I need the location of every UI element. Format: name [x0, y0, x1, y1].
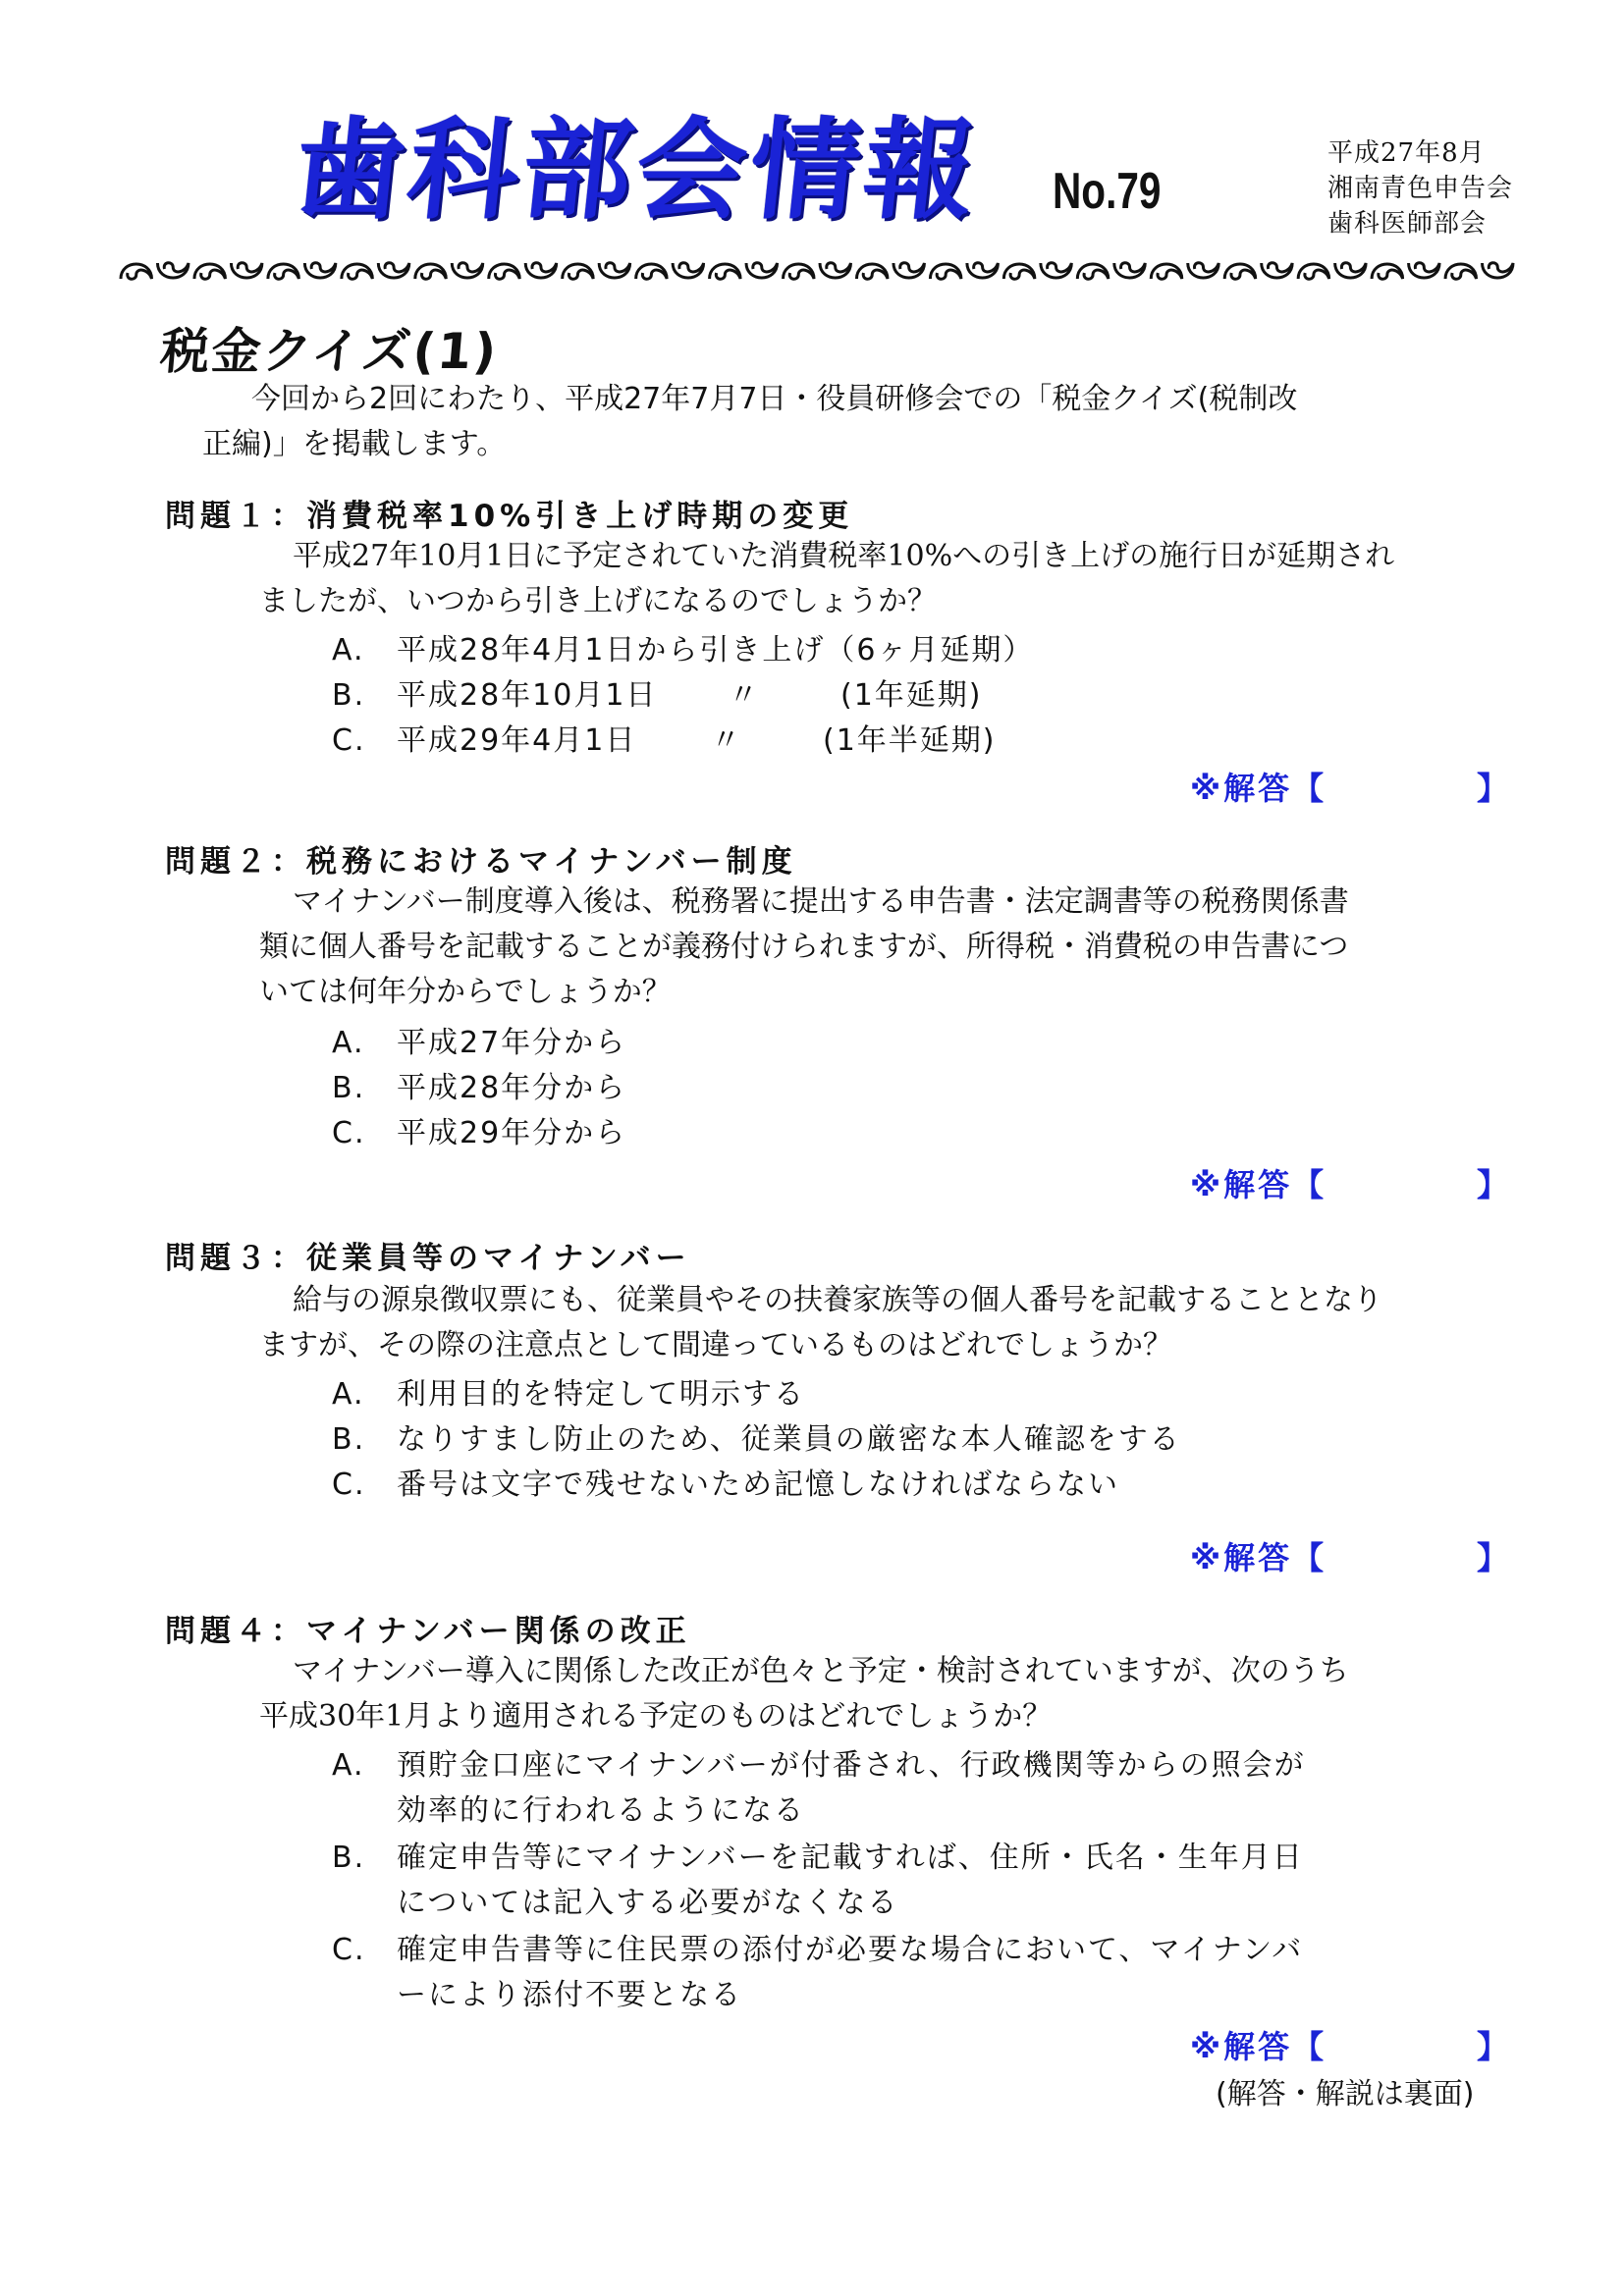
question-3-option-a: [332, 1372, 805, 1417]
option-key: C.: [332, 1468, 366, 1502]
question-1-option-c: [332, 719, 1039, 764]
answer-bracket: 】: [1477, 2028, 1512, 2065]
intro-text: [202, 377, 1508, 467]
option-text: なりすまし防止のため、従業員の厳密な本人確認をする: [397, 1422, 1181, 1457]
answer-bracket: 】: [1477, 1166, 1512, 1203]
option-text-cont: ーにより添付不要となる: [397, 1978, 742, 2012]
border-swirl: [231, 263, 261, 278]
answer-label: ※解答【: [1190, 1539, 1327, 1576]
answer-label: ※解答【: [1190, 2028, 1327, 2065]
newsletter-title: 歯科部会情報: [288, 107, 985, 235]
question-2-body-line: いては何年分からでしょうか？: [259, 975, 672, 1009]
intro-line: 今回から2回にわたり、平成27年7月7日・役員研修会での「税金クイズ(税制改: [251, 382, 1298, 416]
option-text: 確定申告書等に住民票の添付が必要な場合において、マイナンバ: [397, 1933, 1304, 1967]
question-4-option-c: [332, 1928, 1303, 2018]
border-swirl: [710, 264, 740, 279]
option-text-cont: については記入する必要がなくなる: [397, 1886, 899, 1920]
ditto-mark: 〃: [711, 723, 742, 758]
border-swirl: [930, 264, 960, 279]
question-2-option-a: [332, 1021, 626, 1066]
border-swirl: [194, 264, 225, 279]
question-4-body-line: マイナンバー導入に関係した改正が色々と予定・検討されていますが、次のうち: [293, 1654, 1349, 1688]
border-swirl: [268, 264, 298, 279]
border-swirl: [599, 263, 629, 278]
option-key: C.: [332, 1116, 366, 1150]
option-key: C.: [332, 1933, 366, 1967]
question-1-body: [259, 534, 1516, 624]
option-key: A.: [332, 633, 365, 667]
question-2-heading: 問題２：税務におけるマイナンバー制度: [165, 844, 797, 880]
issue-number: No.79: [1053, 163, 1162, 220]
question-2-body-line: マイナンバー制度導入後は、税務署に提出する申告書・法定調書等の税務関係書: [293, 884, 1349, 919]
question-1-heading: 問題１：消費税率10%引き上げ時期の変更: [165, 499, 854, 534]
option-text: 平成29年4月1日: [397, 723, 637, 758]
border-swirl: [1151, 264, 1181, 279]
publish-date: 平成27年8月: [1327, 138, 1486, 168]
border-swirl: [157, 263, 188, 278]
option-key: A.: [332, 1748, 365, 1783]
option-key: B.: [332, 1422, 366, 1457]
question-3-option-c: [332, 1463, 1119, 1508]
option-key: A.: [332, 1026, 365, 1060]
option-text: 平成28年分から: [397, 1071, 627, 1105]
option-key: A.: [332, 1377, 365, 1412]
question-2-body: [259, 880, 1516, 1015]
border-swirl: [673, 263, 703, 278]
option-text: 平成29年分から: [397, 1116, 627, 1150]
option-key: B.: [332, 1071, 366, 1105]
question-1-option-a: [332, 628, 1034, 673]
border-swirl: [1262, 263, 1292, 278]
question-4-body: [259, 1649, 1516, 1739]
border-swirl: [342, 264, 372, 279]
question-2-option-b: [332, 1066, 626, 1111]
border-swirl: [489, 264, 519, 279]
border-swirl: [452, 263, 482, 278]
option-key: B.: [332, 678, 366, 713]
border-swirl: [525, 263, 556, 278]
option-text: 平成27年分から: [397, 1026, 627, 1060]
answer-bracket: 】: [1477, 770, 1512, 807]
border-swirl: [1298, 264, 1328, 279]
border-swirl: [1188, 263, 1218, 278]
border-swirl: [415, 264, 446, 279]
question-1-body-line: 平成27年10月1日に予定されていた消費税率10%への引き上げの施行日が延期され: [293, 539, 1395, 573]
footer-note: (解答・解説は裏面): [1216, 2077, 1475, 2111]
option-key: B.: [332, 1841, 366, 1875]
border-swirl: [1114, 263, 1145, 278]
question-1-body-line: ましたが、いつから引き上げになるのでしょうか？: [259, 584, 937, 618]
question-4-body-line: 平成30年1月より適用される予定のものはどれでしょうか？: [259, 1699, 1053, 1734]
question-3-answer-box: [1190, 1533, 1512, 1578]
border-swirl: [784, 264, 814, 279]
border-swirl: [304, 263, 335, 278]
question-3-body-line: ますが、その際の注意点として間違っているものはどれでしょうか？: [259, 1328, 1172, 1362]
option-text-cont: 効率的に行われるようになる: [397, 1793, 805, 1828]
decorative-border: [118, 253, 1516, 289]
question-2-answer-box: [1190, 1160, 1512, 1205]
ditto-mark: 〃: [729, 678, 760, 713]
publisher-dept: 歯科医師部会: [1327, 209, 1488, 239]
option-text: 平成28年10月1日: [397, 678, 658, 713]
border-swirl: [378, 263, 408, 278]
option-text: 預貯金口座にマイナンバーが付番され、行政機関等からの照会が: [397, 1748, 1306, 1783]
border-swirl: [563, 264, 593, 279]
border-swirl: [1335, 263, 1366, 278]
question-3-option-b: [332, 1417, 1181, 1463]
question-4-option-b: [332, 1836, 1304, 1926]
border-swirl: [746, 263, 777, 278]
question-2-option-c: [332, 1111, 626, 1156]
intro-line: 正編)」を掲載します。: [202, 427, 507, 461]
border-swirl: [1041, 263, 1071, 278]
option-text: 利用目的を特定して明示する: [397, 1377, 805, 1412]
option-text: 番号は文字で残せないため記憶しなければならない: [397, 1468, 1119, 1502]
option-note: (1年延期): [840, 678, 983, 713]
option-text: 確定申告等にマイナンバーを記載すれば、住所・氏名・生年月日: [397, 1841, 1304, 1875]
border-swirl: [820, 263, 850, 278]
border-swirl: [1003, 264, 1034, 279]
border-swirl: [1409, 263, 1439, 278]
question-3-body: [259, 1278, 1516, 1368]
answer-label: ※解答【: [1190, 1166, 1327, 1203]
question-3-body-line: 給与の源泉徴収票にも、従業員やその扶養家族等の個人番号を記載することとなり: [293, 1283, 1382, 1317]
answer-label: ※解答【: [1190, 770, 1327, 807]
option-key: C.: [332, 723, 366, 758]
question-1-answer-box: [1190, 764, 1512, 809]
question-4-option-a: [332, 1743, 1306, 1834]
question-3-heading: 問題３：従業員等のマイナンバー: [165, 1241, 691, 1276]
border-swirl: [1483, 263, 1513, 278]
border-swirl: [121, 264, 151, 279]
border-swirl: [856, 264, 887, 279]
publisher-org: 湘南青色申告会: [1327, 174, 1514, 203]
question-4-heading: 問題４：マイナンバー関係の改正: [165, 1614, 691, 1649]
border-swirl: [1077, 264, 1108, 279]
quiz-title: 税金クイズ(1): [158, 323, 501, 380]
option-text: 平成28年4月1日から引き上げ（6ヶ月延期）: [397, 633, 1035, 667]
question-2-body-line: 類に個人番号を記載することが義務付けられますが、所得税・消費税の申告書につ: [259, 930, 1349, 964]
border-swirl: [1224, 264, 1255, 279]
option-note: (1年半延期): [823, 723, 997, 758]
border-swirl: [967, 263, 998, 278]
answer-bracket: 】: [1477, 1539, 1512, 1576]
border-swirl: [1372, 264, 1402, 279]
publisher-info: [1327, 135, 1513, 241]
border-swirl: [636, 264, 667, 279]
border-swirl: [1445, 264, 1476, 279]
question-4-answer-box: [1190, 2022, 1512, 2067]
border-swirl: [893, 263, 924, 278]
question-1-option-b: [332, 673, 1039, 719]
